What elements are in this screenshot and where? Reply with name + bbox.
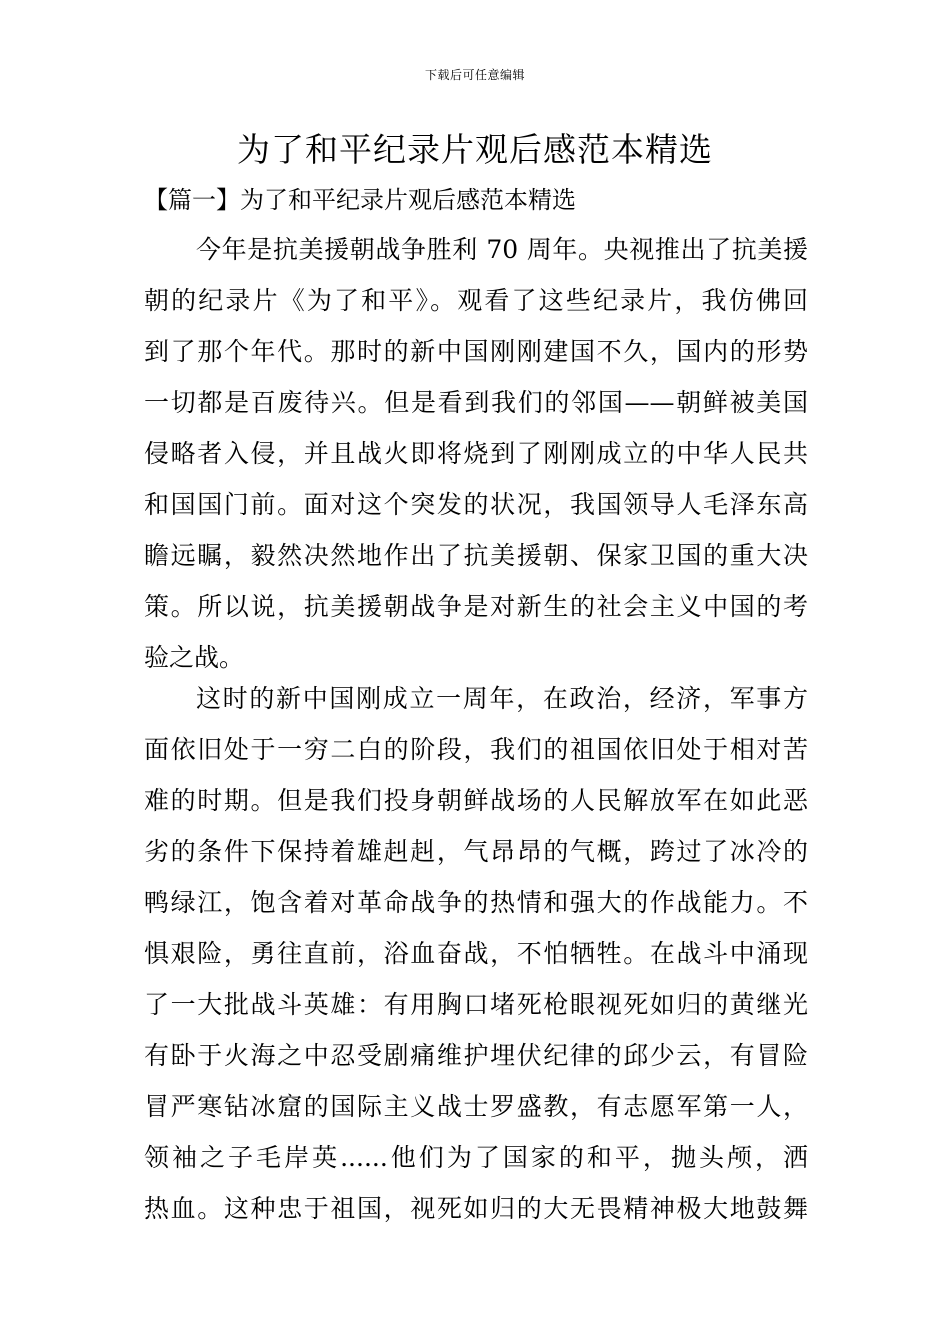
paragraph-line: 惧艰险，勇往直前，浴血奋战，不怕牺牲。在战斗中涌现: [144, 939, 808, 968]
paragraph-1: [144, 224, 808, 683]
paragraph-line: 冒严寒钻冰窟的国际主义战士罗盛教，有志愿军第一人，: [144, 1092, 808, 1121]
paragraph-line: 面依旧处于一穷二白的阶段，我们的祖国依旧处于相对苦: [144, 735, 808, 764]
paragraph-2: [144, 673, 808, 1234]
header-note: 下载后可任意编辑: [424, 68, 525, 82]
paragraph-line: 这时的新中国刚成立一周年，在政治，经济，军事方: [196, 684, 808, 713]
paragraph-line: 策。所以说，抗美援朝战争是对新生的社会主义中国的考: [144, 592, 808, 621]
document-title: 为了和平纪录片观后感范本精选: [237, 130, 713, 169]
paragraph-line: 有卧于火海之中忍受剧痛维护埋伏纪律的邱少云，有冒险: [144, 1041, 808, 1070]
paragraph-line: 难的时期。但是我们投身朝鲜战场的人民解放军在如此恶: [144, 786, 808, 815]
section-heading: 【篇一】为了和平纪录片观后感范本精选: [144, 186, 576, 214]
paragraph-line: 侵略者入侵，并且战火即将烧到了刚刚成立的中华人民共: [144, 439, 808, 468]
paragraph-line: 鸭绿江，饱含着对革命战争的热情和强大的作战能力。不: [144, 888, 808, 917]
paragraph-line: 瞻远瞩，毅然决然地作出了抗美援朝、保家卫国的重大决: [144, 541, 808, 570]
paragraph-line: 朝的纪录片《为了和平》。观看了这些纪录片，我仿佛回: [144, 286, 808, 315]
paragraph-line: 和国国门前。面对这个突发的状况，我国领导人毛泽东高: [144, 490, 808, 519]
paragraph-line: 验之战。: [144, 643, 245, 672]
paragraph-line: 领袖之子毛岸英......他们为了国家的和平，抛头颅，洒: [144, 1143, 808, 1172]
paragraph-line: 热血。这种忠于祖国，视死如归的大无畏精神极大地鼓舞: [144, 1194, 808, 1223]
paragraph-line: 一切都是百废待兴。但是看到我们的邻国——朝鲜被美国: [144, 388, 808, 417]
paragraph-line: 劣的条件下保持着雄赳赳，气昂昂的气概，跨过了冰冷的: [144, 837, 808, 866]
paragraph-line: 了一大批战斗英雄：有用胸口堵死枪眼视死如归的黄继光: [144, 990, 808, 1019]
paragraph-line: 今年是抗美援朝战争胜利 70 周年。央视推出了抗美援: [196, 235, 808, 264]
paragraph-line: 到了那个年代。那时的新中国刚刚建国不久，国内的形势: [144, 337, 808, 366]
